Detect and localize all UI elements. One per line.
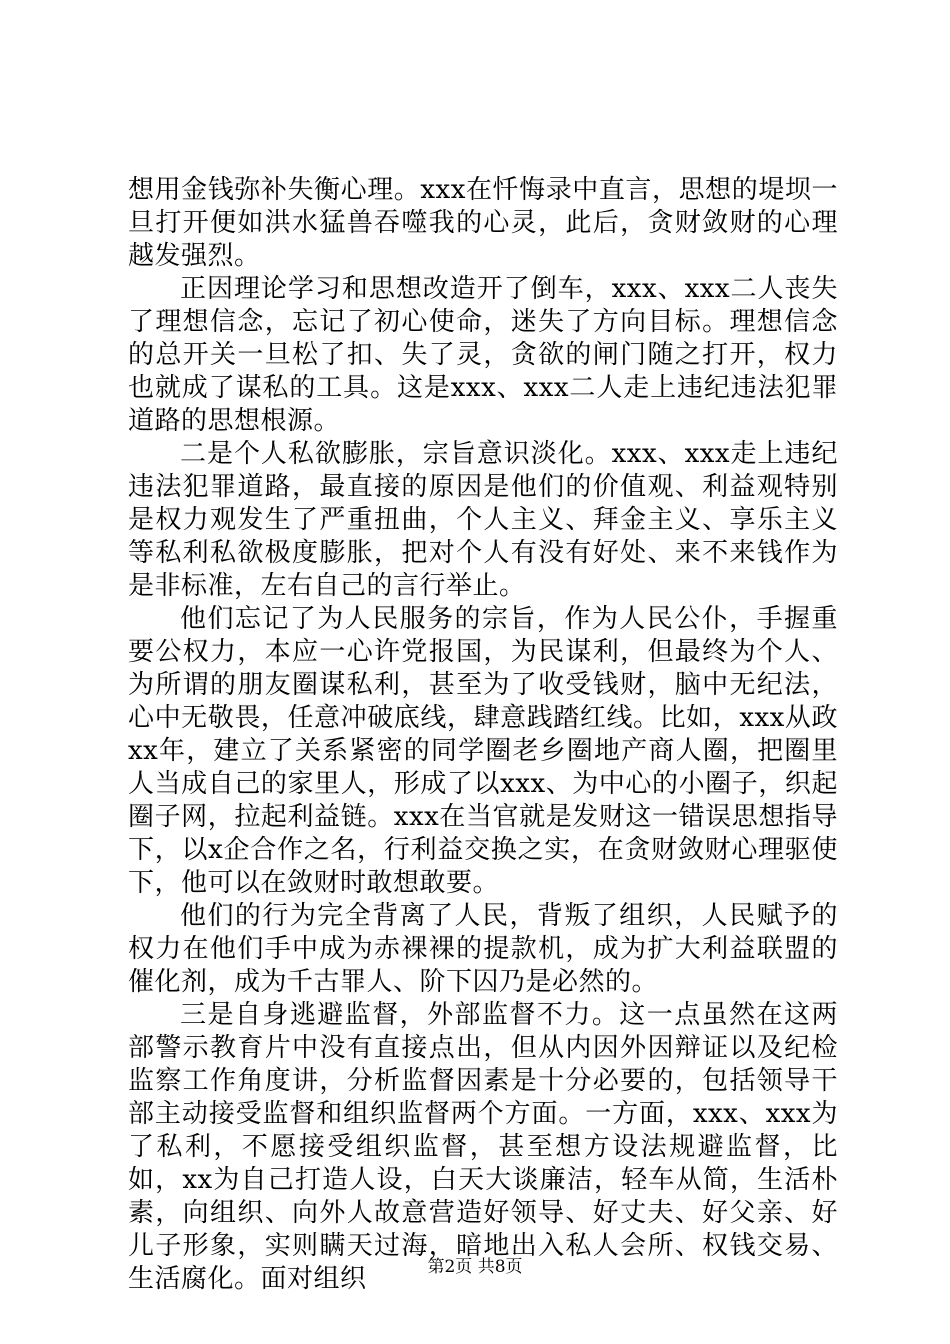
paragraph-6: 三是自身逃避监督，外部监督不力。这一点虽然在这两部警示教育片中没有直接点出，但从内因外因辩证以及纪检监察工作角度讲，分析监督因素是十分必要的，包括领导干部主动接受监督和组织监督两个方面。一方面，xxx、xxx为了私利，不愿接受组织监督，甚至想方设法规避监督，比如，xx为自己打造人设，白天大谈廉洁，轻车从简，生活朴素，向组织、向外人故意营造好领导、好丈夫、好父亲、好儿子形象，实则瞒天过海，暗地出入私人会所、权钱交易、生活腐化。面对组织 [128, 1000, 838, 1294]
paragraph-1: 想用金钱弥补失衡心理。xxx在忏悔录中直言，思想的堤坝一旦打开便如洪水猛兽吞噬我的心灵，此后，贪财敛财的心理越发强烈。 [128, 175, 838, 271]
page-footer: 第2页 共8页 [427, 1257, 523, 1277]
body-text [128, 174, 838, 1296]
paragraph-3: 二是个人私欲膨胀，宗旨意识淡化。xxx、xxx走上违纪违法犯罪道路，最直接的原因是他们的价值观、利益观特别是权力观发生了严重扭曲，个人主义、拜金主义、享乐主义等私利私欲极度膨胀，把对个人有没有好处、来不来钱作为是非标准，左右自己的言行举止。 [128, 439, 838, 601]
paragraph-5: 他们的行为完全背离了人民，背叛了组织，人民赋予的权力在他们手中成为赤裸裸的提款机，成为扩大利益联盟的催化剂，成为千古罪人、阶下囚乃是必然的。 [128, 901, 838, 997]
paragraph-2: 正因理论学习和思想改造开了倒车，xxx、xxx二人丧失了理想信念，忘记了初心使命，迷失了方向目标。理想信念的总开关一旦松了扣、失了灵，贪欲的闸门随之打开，权力也就成了谋私的工具。这是xxx、xxx二人走上违纪违法犯罪道路的思想根源。 [128, 274, 838, 436]
paragraph-4: 他们忘记了为人民服务的宗旨，作为人民公仆，手握重要公权力，本应一心许党报国，为民谋利，但最终为个人、为所谓的朋友圈谋私利，甚至为了收受钱财，脑中无纪法，心中无敬畏，任意冲破底线，肆意践踏红线。比如，xxx从政xx年，建立了关系紧密的同学圈老乡圈地产商人圈，把圈里人当成自己的家里人，形成了以xxx、为中心的小圈子，织起圈子网，拉起利益链。xxx在当官就是发财这一错误思想指导下，以x企合作之名，行利益交换之实，在贪财敛财心理驱使下，他可以在敛财时敢想敢要。 [128, 604, 838, 898]
